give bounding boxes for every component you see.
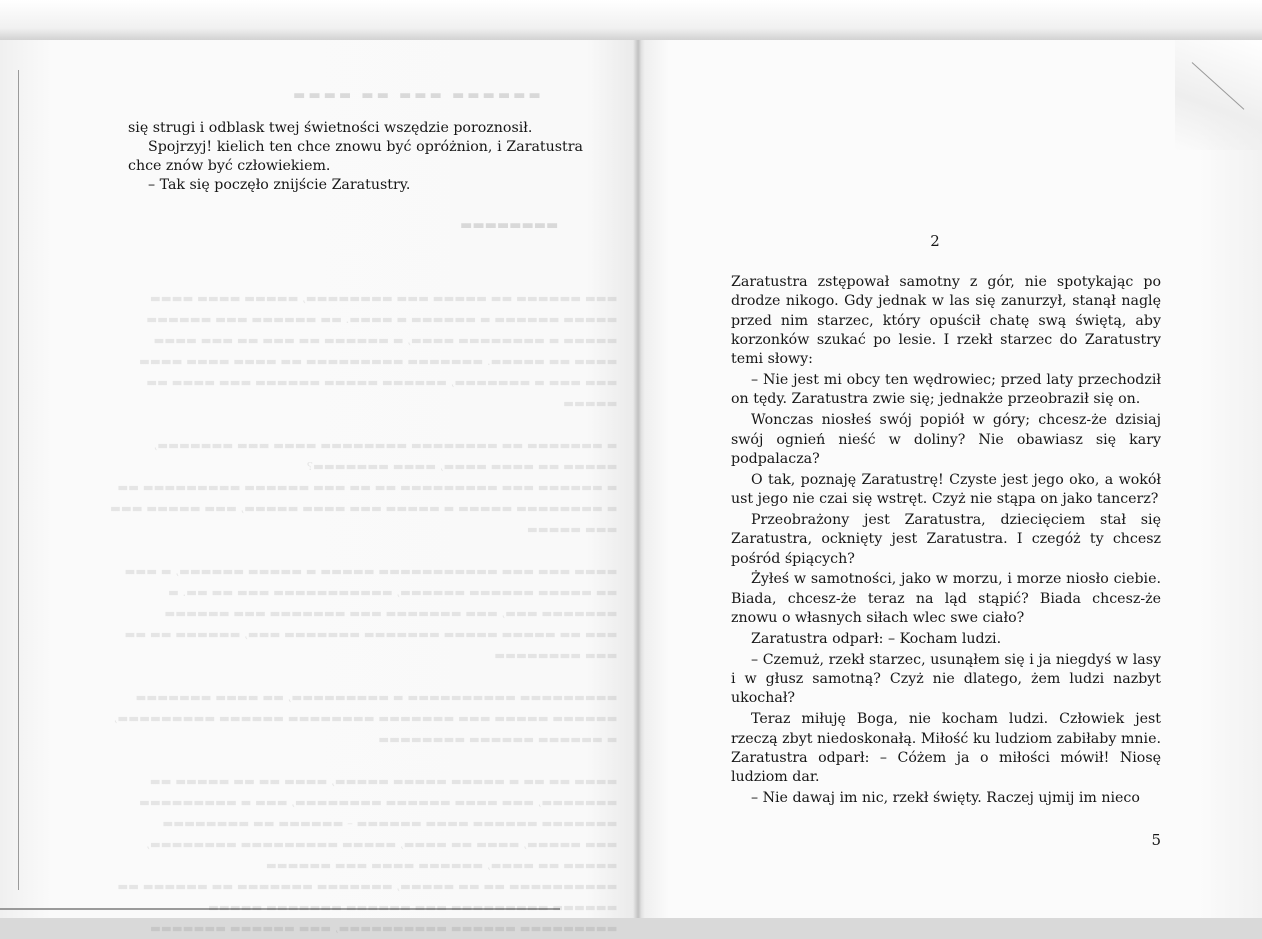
book-gutter-shadow <box>633 40 645 918</box>
paragraph: Teraz miłuję Boga, nie kocham ludzi. Człowiek jest rzeczą zbyt niedoskonałą. Miłość ku ludziom zabiłaby mnie. Zaratustra odparł: – Cóżem ja o miłości mówił! Niosę ludziom dar. <box>731 711 1161 786</box>
paragraph: Żyłeś w samotności, jako w morzu, i morze niosło ciebie. Biada, chcesz-że teraz na ląd stąpić? Biada chcesz-że znowu o własnych siłach wlec swe ciało? <box>731 571 1161 627</box>
section-number: 2 <box>930 232 940 250</box>
bleed-through-block: ▬▬▬ ▬▬▬▬▬▬ ▬▬ ▬▬▬▬▬ ▬▬▬ ▬▬▬▬▬▬▬▬, ▬▬▬▬▬ ▬▬▬▬ ▬▬▬▬ ▬▬▬▬▬ ▬▬▬▬▬▬ ▬ ▬▬▬▬▬▬ ▬ ▬▬▬▬. ▬▬ ▬▬▬▬▬▬ ▬▬▬ ▬▬▬▬▬▬ ▬▬▬▬▬ ▬ ▬▬▬▬▬▬▬▬ ▬▬▬▬, ▬ ▬▬▬▬▬▬ ▬▬ ▬▬▬ ▬▬ ▬▬▬ ▬▬▬▬ ▬▬▬▬ ▬▬ ▬▬▬▬▬. ▬▬▬▬▬▬▬ ▬▬▬▬▬▬▬▬▬ ▬▬ ▬▬▬▬ ▬▬▬▬ ▬▬▬▬ ▬▬▬ ▬▬▬ ▬ ▬▬▬▬▬▬▬, ▬▬▬▬▬▬ ▬▬▬▬▬ ▬▬▬▬▬▬ ▬▬▬ ▬▬▬▬ ▬▬ ▬▬▬▬▬ ▬ ▬▬▬▬▬▬▬ ▬▬ ▬▬▬▬▬▬▬▬ ▬▬▬▬▬▬▬▬ ▬▬▬▬ ▬▬▬ ▬▬▬▬▬▬▬, ▬▬▬▬▬ ▬▬ ▬▬▬▬ ▬▬▬▬, ▬▬▬▬ ▬▬▬▬▬▬▬? ▬ ▬▬▬▬▬▬ ▬▬▬ ▬▬▬▬▬▬▬▬▬ ▬▬ ▬▬ ▬▬▬ ▬▬▬▬▬▬ ▬▬▬▬▬▬▬▬▬ ▬▬ ▬ ▬▬▬▬▬▬▬▬ ▬▬▬▬▬ ▬ ▬▬▬▬▬ ▬▬▬ ▬▬▬▬ ▬▬▬▬▬, ▬▬▬ ▬▬▬▬▬ ▬▬▬ ▬▬▬ ▬▬▬▬▬ ▬▬▬▬ ▬▬▬ ▬▬▬ ▬▬▬▬▬▬▬▬▬▬▬ ▬▬▬▬▬ ▬ ▬▬▬▬▬ ▬▬▬▬▬▬, ▬ ▬▬▬ ▬▬ ▬▬▬▬▬ ▬▬▬▬▬▬ ▬▬▬▬▬▬, ▬▬▬▬▬▬▬▬▬▬▬ ▬▬▬ ▬▬ ▬▬. ▬ ▬▬▬▬▬▬▬ ▬▬▬, ▬▬▬ ▬▬▬▬▬▬▬ ▬▬▬ ▬▬▬▬▬▬▬ ▬▬▬ ▬▬▬▬▬▬ ▬▬▬ ▬▬ ▬▬▬▬▬ ▬▬▬▬▬ ▬▬▬▬▬▬▬ ▬▬▬▬▬▬▬ ▬▬▬, ▬▬▬▬▬▬ ▬▬ ▬▬ ▬▬▬ ▬▬▬▬▬▬▬▬ ▬▬▬▬▬▬▬▬▬ ▬▬▬▬▬▬▬▬▬▬ ▬ ▬▬▬▬▬▬▬▬▬, ▬▬ ▬▬▬▬ ▬▬▬▬▬▬▬ ▬▬▬▬▬▬ ▬▬▬▬▬ ▬▬▬ ▬▬▬▬▬▬▬ ▬▬▬▬▬▬▬▬ ▬▬▬▬▬▬ ▬▬▬▬▬▬▬▬▬, ▬ ▬▬▬▬▬▬ ▬▬▬▬▬▬ ▬▬▬▬▬▬▬▬ ▬▬▬▬ ▬▬ ▬▬ ▬ ▬▬▬▬▬ ▬▬▬▬▬ ▬▬▬▬▬, ▬▬▬▬ ▬▬ ▬▬ ▬▬▬▬▬ ▬▬ ▬▬▬▬▬▬▬, ▬▬▬ ▬▬▬▬ ▬▬▬▬▬▬ ▬▬▬▬▬▬▬▬, ▬▬▬ ▬ ▬▬▬▬▬▬▬▬▬ ▬▬▬▬▬▬▬ ▬▬▬▬▬▬ ▬▬▬▬ ▬▬▬▬▬▬ – ▬▬▬▬▬▬ ▬▬ ▬▬▬▬▬▬▬▬ ▬▬▬ ▬▬▬▬▬, ▬▬▬▬ ▬▬ ▬▬▬▬, ▬▬▬▬▬ ▬▬▬▬▬▬▬▬▬ ▬▬▬▬▬▬▬▬, ▬▬▬▬▬ ▬▬ ▬▬▬▬, ▬▬▬▬▬▬ ▬▬▬▬ ▬▬▬ ▬▬▬▬▬▬ ▬▬▬▬▬▬▬▬▬▬ ▬▬ ▬▬ ▬▬▬▬▬, ▬▬▬▬▬▬▬ ▬▬▬▬▬▬▬ ▬▬ ▬▬▬▬▬▬ ▬▬ ▬▬▬▬▬▬ ▬▬▬▬▬▬▬▬▬ ▬▬▬ ▬▬▬▬▬▬ ▬▬▬▬▬▬▬ ▬▬▬▬▬ ▬▬▬▬▬▬▬▬▬ ▬▬▬▬▬▬ ▬▬▬▬▬▬▬▬▬▬, ▬▬▬ ▬▬▬▬▬▬ ▬▬▬▬▬▬▬ <box>110 291 618 935</box>
bleed-through-title: ▬▬▬▬▬▬▬▬ <box>460 218 559 233</box>
paragraph: O tak, poznaję Zaratustrę! Czyste jest jego oko, a wokół ust jego nie czai się wstręt. Czyż nie stąpa on jako tancerz? <box>731 471 1161 508</box>
paragraph: – Nie dawaj im nic, rzekł święty. Raczej ujmij im nieco <box>751 790 1140 807</box>
paragraph: się strugi i odblask twej świetności wszędzie poroznosił. <box>128 120 533 136</box>
paragraph: – Tak się poczęło znijście Zaratustry. <box>148 177 411 193</box>
scanner-top-strip <box>0 0 1262 40</box>
paragraph: – Nie jest mi obcy ten wędrowiec; przed laty przechodził on tędy. Zaratustra zwie się; jednakże przeobraził się on. <box>731 372 1161 408</box>
left-page <box>0 40 638 935</box>
paragraph: Wonczas niosłeś swój popiół w góry; chcesz-że dzisiaj swój ognień nieść w doliny? Nie obawiasz się kary podpalacza? <box>731 412 1161 467</box>
paragraph: Zaratustra odparł: – Kocham ludzi. <box>751 630 1002 647</box>
paragraph: Przeobrażony jest Zaratustra, dziecięciem stał się Zaratustra, ocknięty jest Zaratustra. I czegóż ty chcesz pośród śpiących? <box>731 511 1161 567</box>
bleed-through-heading: ▬▬▬▬▬▬ ▬▬▬ ▬▬ ▬▬▬▬ <box>290 88 541 103</box>
folded-page-corner <box>1175 40 1262 150</box>
right-page-text <box>731 273 1161 808</box>
paragraph: – Czemuż, rzekł starzec, usunąłem się i ja niegdyś w lasy i w głusz samotną? Czyż nie dlatego, żem ludzi nazbyt ukochał? <box>731 651 1161 707</box>
paragraph: Spojrzyj! kielich ten chce znowu być opróżnion, i Zaratustra chce znów być człowiekiem. <box>128 139 583 174</box>
page-edge-line <box>18 70 19 890</box>
paragraph: Zaratustra zstępował samotny z gór, nie spotykając po drodze nikogo. Gdy jednak w las się zanurzył, stanął naglę przed nim starzec, który opuścił chatę swą świętą, aby korzonków szukać po lesie. I rzekł starzec do Zaratustry temi słowy: <box>731 274 1161 368</box>
page-number: 5 <box>1151 831 1161 849</box>
left-page-text <box>128 119 583 195</box>
